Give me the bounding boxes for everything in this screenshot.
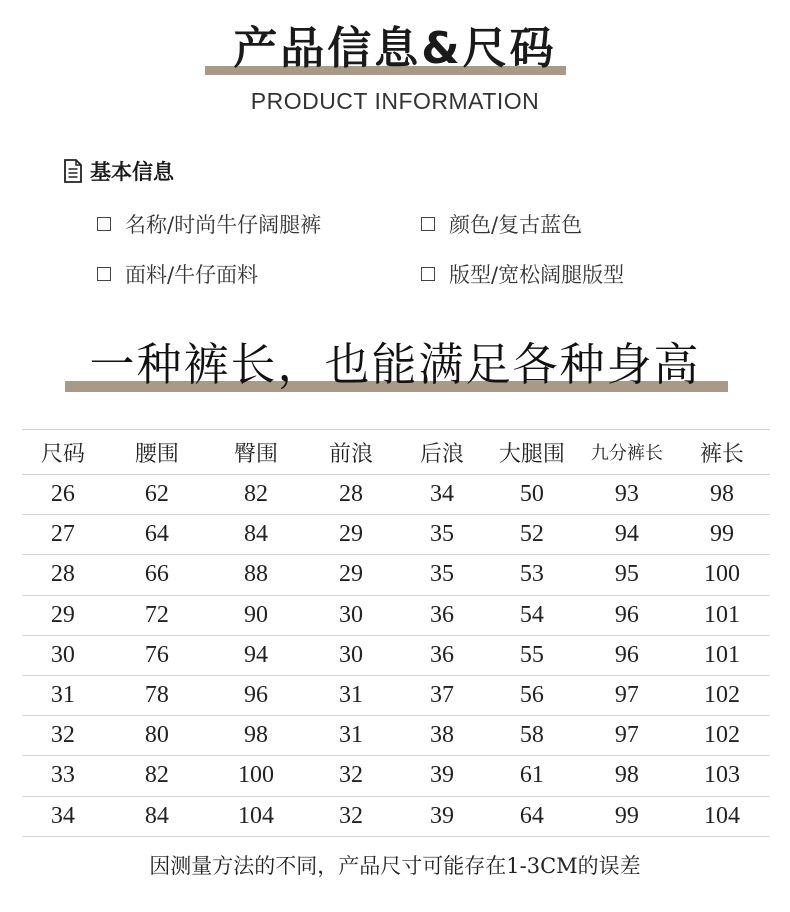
cell-back-rise: 36: [429, 601, 454, 628]
tagline-block: [0, 336, 790, 396]
cell-back-rise: 37: [429, 682, 454, 709]
header-length: 裤长: [699, 441, 744, 467]
table-row: [22, 515, 770, 555]
cell-ankle-length: 99: [614, 802, 639, 829]
cell-ankle-length: 98: [614, 762, 639, 789]
checkbox-icon: [421, 267, 435, 281]
cell-back-rise: 34: [429, 481, 454, 508]
table-row: [22, 675, 770, 715]
cell-back-rise: 35: [429, 521, 454, 548]
cell-length: 101: [703, 601, 740, 628]
info-item-label: 颜色/复古蓝色: [449, 213, 583, 237]
tagline: 一种裤长，也能满足各种身高: [89, 338, 701, 391]
header-hip: 臀围: [233, 441, 278, 467]
basic-info-heading: [62, 156, 174, 186]
cell-hip: 96: [243, 682, 268, 709]
cell-size: 30: [50, 641, 75, 668]
cell-hip: 104: [237, 802, 274, 829]
header-front-rise: 前浪: [328, 441, 373, 467]
cell-size: 33: [50, 762, 75, 789]
info-item-label: 名称/时尚牛仔阔腿裤: [125, 213, 322, 237]
cell-ankle-length: 97: [614, 682, 639, 709]
cell-size: 27: [50, 521, 75, 548]
cell-back-rise: 39: [429, 802, 454, 829]
cell-length: 103: [703, 762, 740, 789]
measurement-footnote: 因测量方法的不同，产品尺寸可能存在1-3CM的误差: [149, 854, 641, 878]
size-table: [22, 429, 770, 837]
cell-ankle-length: 95: [614, 561, 639, 588]
cell-back-rise: 36: [429, 641, 454, 668]
cell-waist: 84: [144, 802, 169, 829]
title-block: [0, 18, 790, 80]
cell-ankle-length: 93: [614, 481, 639, 508]
cell-waist: 62: [144, 481, 169, 508]
table-row: [22, 756, 770, 796]
checkbox-icon: [421, 217, 435, 231]
header-back-rise: 后浪: [419, 441, 464, 467]
cell-waist: 82: [144, 762, 169, 789]
table-row: [22, 595, 770, 635]
info-item-name: [97, 209, 321, 239]
cell-ankle-length: 96: [614, 641, 639, 668]
basic-info-title: 基本信息: [90, 160, 174, 184]
cell-size: 26: [50, 481, 75, 508]
cell-size: 28: [50, 561, 75, 588]
cell-hip: 94: [243, 641, 268, 668]
cell-size: 31: [50, 682, 75, 709]
cell-length: 102: [703, 722, 740, 749]
cell-size: 29: [50, 601, 75, 628]
cell-thigh: 53: [519, 561, 544, 588]
cell-hip: 100: [237, 762, 274, 789]
info-item-label: 版型/宽松阔腿版型: [449, 263, 625, 287]
cell-ankle-length: 96: [614, 601, 639, 628]
cell-hip: 98: [243, 722, 268, 749]
cell-length: 99: [709, 521, 734, 548]
cell-hip: 90: [243, 601, 268, 628]
cell-hip: 88: [243, 561, 268, 588]
document-icon: [62, 158, 84, 184]
table-row: [22, 635, 770, 675]
cell-waist: 72: [144, 601, 169, 628]
header-ankle-length: 九分裤长: [590, 443, 663, 464]
cell-back-rise: 35: [429, 561, 454, 588]
cell-length: 101: [703, 641, 740, 668]
cell-length: 98: [709, 481, 734, 508]
info-item-fabric: [97, 259, 258, 289]
cell-thigh: 56: [519, 682, 544, 709]
info-item-color: [421, 209, 582, 239]
cell-front-rise: 30: [339, 601, 363, 628]
cell-hip: 84: [243, 521, 268, 548]
info-item-fit: [421, 259, 624, 289]
cell-waist: 66: [144, 561, 169, 588]
cell-hip: 82: [243, 481, 268, 508]
cell-thigh: 55: [519, 641, 544, 668]
table-row: [22, 475, 770, 515]
size-table-header-row: [22, 430, 770, 475]
cell-waist: 80: [144, 722, 169, 749]
cell-thigh: 52: [519, 521, 544, 548]
cell-waist: 78: [144, 682, 169, 709]
cell-front-rise: 28: [339, 481, 363, 508]
cell-front-rise: 29: [339, 561, 363, 588]
cell-front-rise: 32: [339, 762, 363, 789]
cell-size: 34: [50, 802, 75, 829]
cell-thigh: 61: [519, 762, 544, 789]
cell-waist: 64: [144, 521, 169, 548]
page-title: 产品信息&尺码: [233, 23, 557, 74]
cell-front-rise: 31: [339, 722, 363, 749]
header-size: 尺码: [40, 441, 85, 467]
table-row: [22, 796, 770, 836]
header-thigh: 大腿围: [498, 441, 565, 467]
cell-thigh: 50: [519, 481, 544, 508]
cell-size: 32: [50, 722, 75, 749]
checkbox-icon: [97, 267, 111, 281]
cell-thigh: 54: [519, 601, 544, 628]
cell-length: 104: [703, 802, 740, 829]
cell-thigh: 64: [519, 802, 544, 829]
cell-front-rise: 30: [339, 641, 363, 668]
cell-front-rise: 29: [339, 521, 363, 548]
cell-front-rise: 32: [339, 802, 363, 829]
cell-length: 102: [703, 682, 740, 709]
header-waist: 腰围: [134, 441, 179, 467]
cell-ankle-length: 94: [614, 521, 639, 548]
cell-length: 100: [703, 561, 740, 588]
checkbox-icon: [97, 217, 111, 231]
cell-back-rise: 38: [429, 722, 454, 749]
cell-ankle-length: 97: [614, 722, 639, 749]
cell-front-rise: 31: [339, 682, 363, 709]
page-subtitle: PRODUCT INFORMATION: [250, 88, 540, 114]
cell-thigh: 58: [519, 722, 544, 749]
info-item-label: 面料/牛仔面料: [125, 263, 259, 287]
table-row: [22, 716, 770, 756]
table-row: [22, 555, 770, 595]
cell-back-rise: 39: [429, 762, 454, 789]
cell-waist: 76: [144, 641, 169, 668]
